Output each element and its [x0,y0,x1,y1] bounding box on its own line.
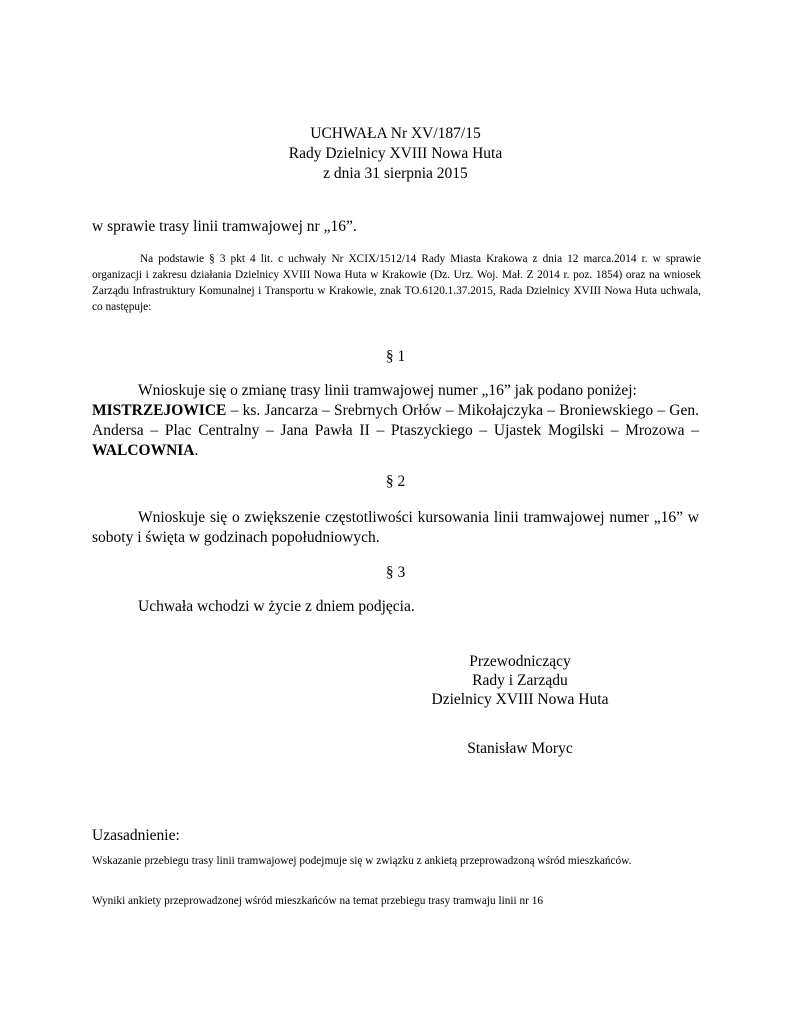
resolution-date: z dnia 31 sierpnia 2015 [323,165,468,182]
signatory-board: Rady i Zarządu [472,672,568,689]
survey-results-note: Wyniki ankiety przeprowadzonej wśród mieszkańców na temat przebiegu trasy tramwaju linii nr 16 [92,895,544,907]
resolution-subject: w sprawie trasy linii tramwajowej nr „16”. [92,218,357,235]
section-2-body: Wnioskuje się o zwiększenie częstotliwości kursowania linii tramwajowej numer „16” w soboty i święta w godzinach popołudniowych. [92,509,699,546]
signatory-name: Stanisław Moryc [467,740,573,757]
section-1-intro: Wnioskuje się o zmianę trasy linii tramwajowej numer „16” jak podano poniżej: [138,382,637,399]
section-3-heading: § 3 [385,564,406,581]
resolution-header [0,124,791,184]
route-start-stop: MISTRZEJOWICE [92,402,227,419]
signatory-district: Dzielnicy XVIII Nowa Huta [431,691,609,708]
council-name: Rady Dzielnicy XVIII Nowa Huta [288,145,503,162]
tram-route [92,401,699,461]
section-2-heading: § 2 [385,473,406,490]
section-3-body: Uchwała wchodzi w życie z dniem podjęcia. [138,598,415,615]
resolution-number: UCHWAŁA Nr XV/187/15 [310,125,481,142]
legal-basis-paragraph: Na podstawie § 3 pkt 4 lit. c uchwały Nr XCIX/1512/14 Rady Miasta Krakowa z dnia 12 marca.2014 r. w sprawie organizacji i zakresu działania Dzielnicy XVIII Nowa Huta w Krakowie (Dz. Urz. Woj. Mał. Z 2014 r. poz. 1854) oraz na wniosek Zarządu Infrastruktury Komunalnej i Transportu w Krakowie, znak TO.6120.1.37.2015, Rada Dzielnicy XVIII Nowa Huta uchwala, co następuje: [92,253,701,313]
justification-text: Wskazanie przebiegu trasy linii tramwajowej podejmuje się w związku z ankietą przeprowadzoną wśród mieszkańców. [92,855,632,867]
signatory-title: Przewodniczący [469,653,571,670]
justification-title: Uzasadnienie: [92,827,180,844]
route-middle-stops: – ks. Jancarza – Srebrnych Orłów – Mikołajczyka – Broniewskiego – Gen. Andersa – Plac Centralny – Jana Pawła II – Ptaszyckiego – Ujastek Mogilski – Mrozowa – [92,402,699,439]
section-1-heading: § 1 [385,348,406,365]
section-1-body [92,381,699,461]
route-period: . [194,442,199,459]
signature-block [420,652,620,709]
route-end-stop: WALCOWNIA [92,442,195,459]
